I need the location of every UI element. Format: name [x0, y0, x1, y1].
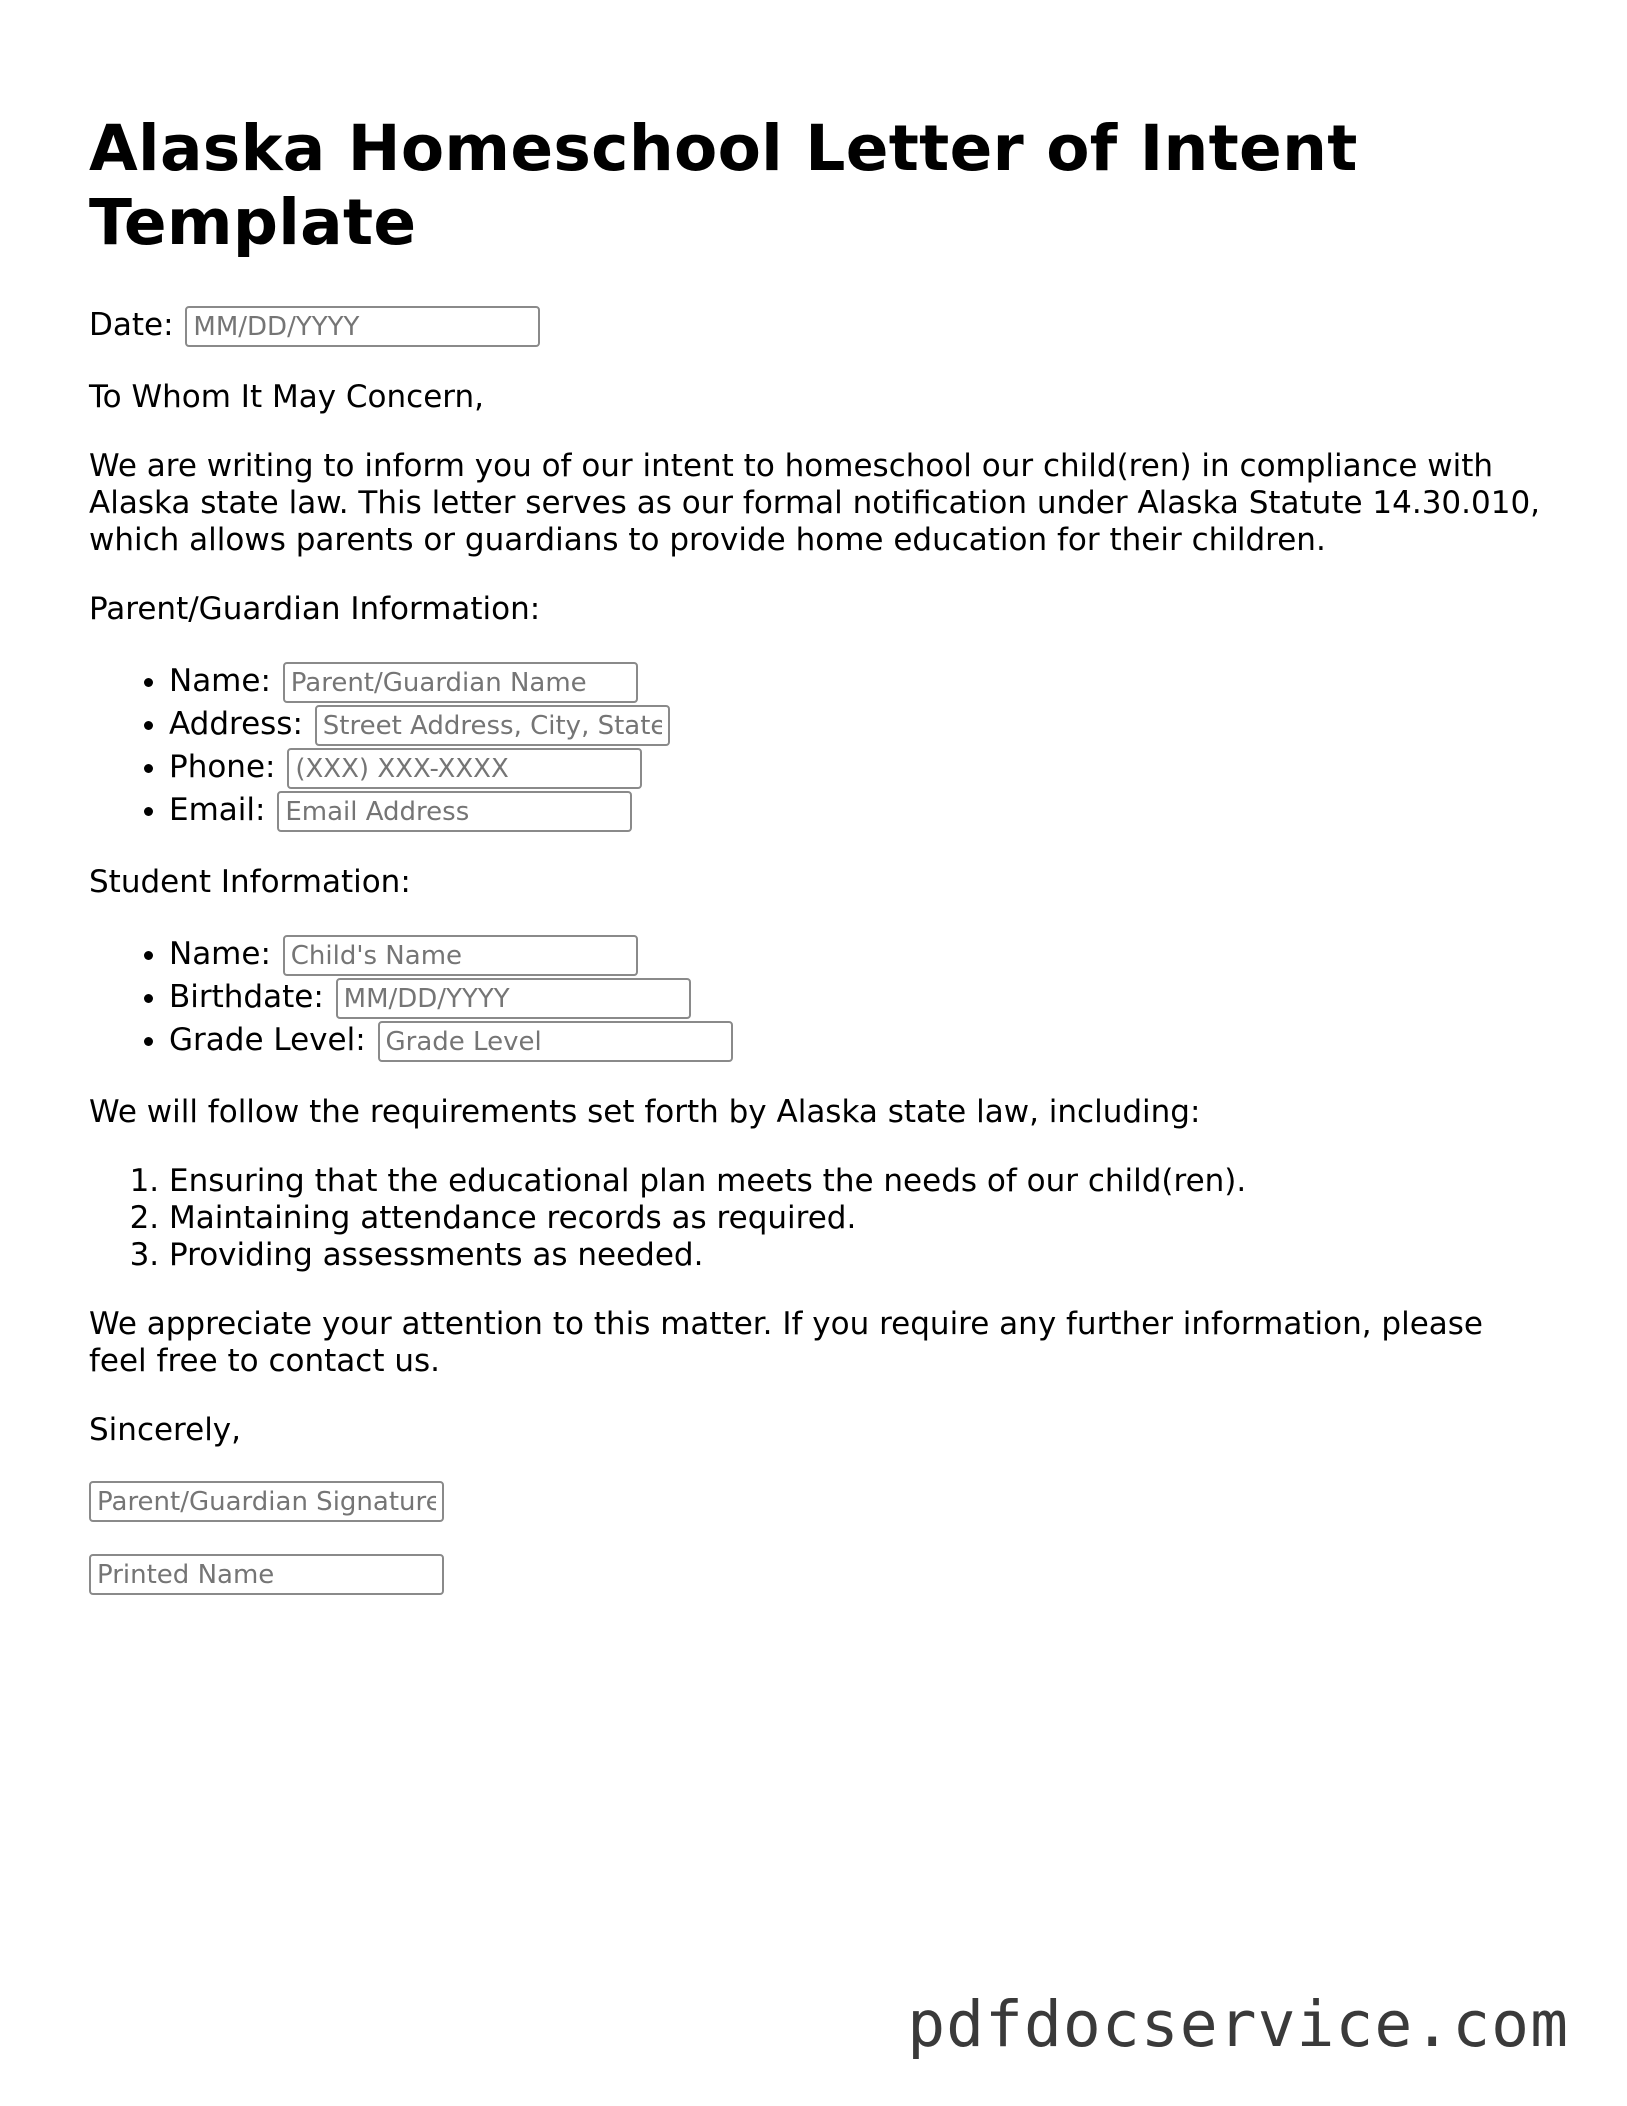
- signature-input[interactable]: [89, 1481, 444, 1522]
- parent-address-item: [169, 703, 1549, 746]
- parent-phone-input[interactable]: [287, 748, 642, 789]
- letter-page: [89, 112, 1549, 1627]
- parent-name-label: Name:: [169, 663, 271, 699]
- student-name-item: [169, 933, 1549, 976]
- watermark: pdfdocservice.com: [907, 1988, 1569, 2061]
- parent-email-input[interactable]: [277, 791, 632, 832]
- date-label: Date:: [89, 307, 174, 343]
- date-input[interactable]: [185, 306, 540, 347]
- student-birthdate-label: Birthdate:: [169, 979, 324, 1015]
- student-section-heading: Student Information:: [89, 864, 411, 900]
- requirements-list: [89, 1163, 1549, 1274]
- requirements-intro: We will follow the requirements set forth by Alaska state law, including:: [89, 1094, 1201, 1130]
- student-birthdate-input[interactable]: [336, 978, 691, 1019]
- closing-paragraph: We appreciate your attention to this matter. If you require any further information, please feel free to contact us.: [89, 1306, 1484, 1379]
- student-grade-item: [169, 1019, 1549, 1062]
- sign-off: Sincerely,: [89, 1412, 242, 1448]
- salutation: To Whom It May Concern,: [89, 379, 484, 415]
- student-name-label: Name:: [169, 936, 271, 972]
- parent-email-item: [169, 789, 1549, 832]
- parent-address-input[interactable]: [315, 705, 670, 746]
- parent-info-list: [89, 660, 1549, 832]
- parent-phone-label: Phone:: [169, 749, 276, 785]
- requirement-item: 2. Maintaining attendance records as required.: [169, 1200, 1549, 1237]
- parent-name-item: [169, 660, 1549, 703]
- student-name-input[interactable]: [283, 935, 638, 976]
- parent-section-heading: Parent/Guardian Information:: [89, 591, 541, 627]
- student-grade-label: Grade Level:: [169, 1022, 366, 1058]
- requirement-item: 1. Ensuring that the educational plan meets the needs of our child(ren).: [169, 1163, 1549, 1200]
- parent-address-label: Address:: [169, 706, 303, 742]
- student-info-list: [89, 933, 1549, 1062]
- requirement-item: 3. Providing assessments as needed.: [169, 1237, 1549, 1274]
- parent-phone-item: [169, 746, 1549, 789]
- date-line: [89, 306, 1549, 347]
- page-title: Alaska Homeschool Letter of Intent Template: [89, 112, 1358, 259]
- parent-email-label: Email:: [169, 792, 266, 828]
- parent-name-input[interactable]: [283, 662, 638, 703]
- student-grade-input[interactable]: [378, 1021, 733, 1062]
- printed-name-input[interactable]: [89, 1554, 444, 1595]
- student-birthdate-item: [169, 976, 1549, 1019]
- intro-paragraph: We are writing to inform you of our intent to homeschool our child(ren) in compliance with Alaska state law. This letter serves as our formal notification under Alaska Statute 14.30.010, which allows parents or guardians to provide home education for their children.: [89, 448, 1541, 558]
